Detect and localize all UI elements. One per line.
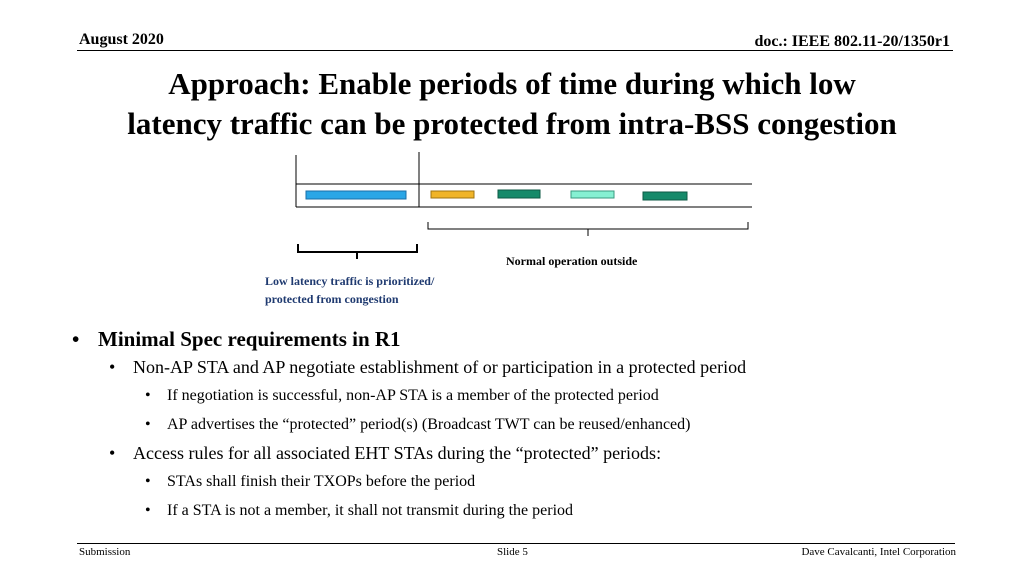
protected-label-line-2: protected from congestion <box>265 292 399 306</box>
bullet-level-3: • AP advertises the “protected” period(s) (Broadcast TWT can be reused/enhanced) <box>72 410 972 439</box>
bullet-level-2: • Non-AP STA and AP negotiate establishment of or participation in a protected period <box>72 353 972 381</box>
title-line-1: Approach: Enable periods of time during which low <box>168 66 856 101</box>
bullet-level-2: • Access rules for all associated EHT STAs during the “protected” periods: <box>72 439 972 467</box>
bullet-level-3: • If a STA is not a member, it shall not transmit during the period <box>72 496 972 525</box>
normal-period-label: Normal operation outside <box>506 254 638 268</box>
footer-author: Dave Cavalcanti, Intel Corporation <box>801 546 956 558</box>
traffic-block-green-1 <box>498 190 540 198</box>
footer-submission: Submission <box>79 546 131 558</box>
bullet-level-1: • Minimal Spec requirements in R1 <box>72 327 401 351</box>
low-latency-block <box>306 191 406 199</box>
normal-period-brace <box>428 222 748 236</box>
header-date: August 2020 <box>79 31 164 48</box>
footer-slide-number: Slide 5 <box>497 546 528 558</box>
bullet-dot: • <box>145 502 151 519</box>
protected-period-brace <box>298 244 417 259</box>
traffic-block-orange <box>431 191 474 198</box>
footer-divider <box>77 543 955 544</box>
header-doc-id: doc.: IEEE 802.11-20/1350r1 <box>754 33 950 50</box>
bullet-dot: • <box>72 327 80 351</box>
bullet-dot: • <box>145 416 151 433</box>
bullet-level-3: • If negotiation is successful, non-AP STA is a member of the protected period <box>72 381 972 410</box>
bullet-level-3: • STAs shall finish their TXOPs before the period <box>72 467 972 496</box>
bullet-dot: • <box>145 473 151 490</box>
traffic-block-mint <box>571 191 614 198</box>
traffic-block-green-2 <box>643 192 687 200</box>
bullet-dot: • <box>109 357 116 377</box>
title-line-2: latency traffic can be protected from intra-BSS congestion <box>127 106 897 141</box>
bullet-dot: • <box>145 387 151 404</box>
bullet-list <box>72 325 972 525</box>
bullet-dot: • <box>109 443 116 463</box>
protected-period-label <box>265 272 434 308</box>
protected-label-line-1: Low latency traffic is prioritized/ <box>265 274 435 288</box>
